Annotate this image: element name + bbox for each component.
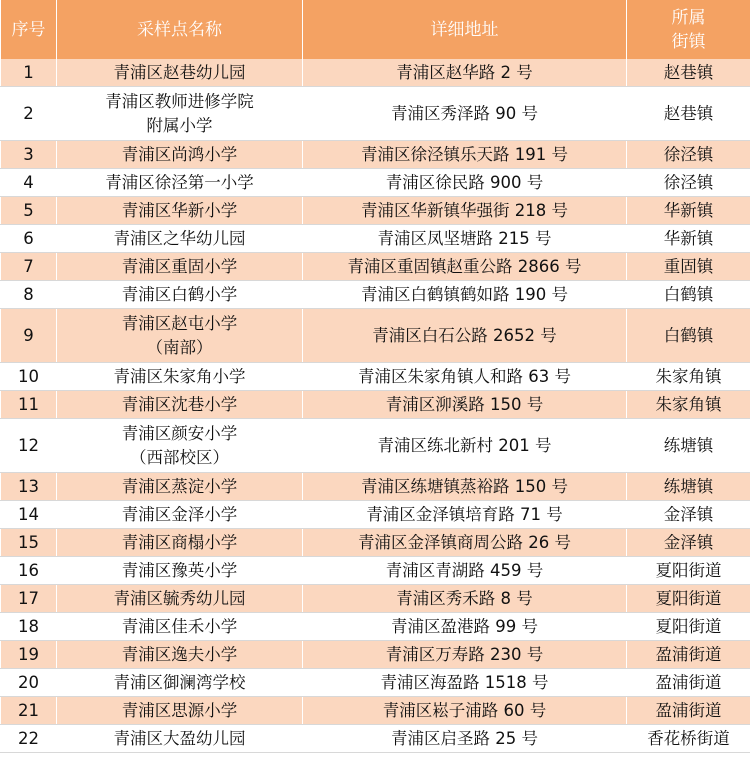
- cell-index: 2: [1, 87, 57, 141]
- cell-town: 盈浦街道: [627, 641, 750, 669]
- cell-index: 21: [1, 697, 57, 725]
- cell-address: 青浦区重固镇赵重公路 2866 号: [303, 253, 627, 281]
- cell-town: 赵巷镇: [627, 59, 750, 87]
- cell-address: 青浦区朱家角镇人和路 63 号: [303, 363, 627, 391]
- cell-site-name: [57, 725, 303, 753]
- site-name-line: 青浦区御澜湾学校: [113, 672, 246, 692]
- cell-town: 金泽镇: [627, 529, 750, 557]
- cell-site-name: [57, 529, 303, 557]
- cell-index: 7: [1, 253, 57, 281]
- table-row: [1, 169, 750, 197]
- cell-address: 青浦区练塘镇蒸裕路 150 号: [303, 473, 627, 501]
- cell-index: 11: [1, 391, 57, 419]
- cell-address: 青浦区练北新村 201 号: [303, 419, 627, 473]
- site-name-line: 青浦区金泽小学: [121, 504, 238, 524]
- header-town-line1: 所属: [671, 7, 706, 28]
- table-row: [1, 419, 750, 473]
- table-row: [1, 557, 750, 585]
- cell-town: 夏阳街道: [627, 585, 750, 613]
- site-name-line: 青浦区蒸淀小学: [121, 476, 238, 496]
- table-row: [1, 363, 750, 391]
- cell-index: 19: [1, 641, 57, 669]
- table-row: [1, 309, 750, 363]
- table-row: [1, 391, 750, 419]
- header-town-line2: 街镇: [671, 31, 706, 52]
- site-name-line: 青浦区教师进修学院: [105, 91, 254, 111]
- cell-town: 徐泾镇: [627, 169, 750, 197]
- table-row: [1, 281, 750, 309]
- header-index: 序号: [1, 0, 57, 59]
- cell-address: 青浦区秀泽路 90 号: [303, 87, 627, 141]
- table-row: [1, 613, 750, 641]
- cell-site-name: [57, 473, 303, 501]
- cell-site-name: [57, 585, 303, 613]
- cell-site-name: [57, 309, 303, 363]
- cell-address: 青浦区盈港路 99 号: [303, 613, 627, 641]
- header-address: 详细地址: [303, 0, 627, 59]
- cell-site-name: [57, 613, 303, 641]
- table-body: [1, 59, 750, 753]
- table-row: [1, 669, 750, 697]
- table-row: [1, 529, 750, 557]
- site-name-line: 青浦区沈巷小学: [121, 394, 238, 414]
- cell-index: 12: [1, 419, 57, 473]
- cell-index: 1: [1, 59, 57, 87]
- table-row: [1, 501, 750, 529]
- site-name-line: 青浦区豫英小学: [121, 560, 238, 580]
- table-row: [1, 225, 750, 253]
- table-row: [1, 473, 750, 501]
- cell-index: 16: [1, 557, 57, 585]
- site-name-line: 青浦区赵巷幼儿园: [113, 62, 246, 82]
- site-name-line: 青浦区大盈幼儿园: [113, 728, 246, 748]
- cell-town: 盈浦街道: [627, 697, 750, 725]
- cell-town: 朱家角镇: [627, 391, 750, 419]
- cell-index: 9: [1, 309, 57, 363]
- cell-address: 青浦区万寿路 230 号: [303, 641, 627, 669]
- site-name-line: 青浦区毓秀幼儿园: [113, 588, 246, 608]
- cell-town: 夏阳街道: [627, 557, 750, 585]
- table-row: [1, 253, 750, 281]
- cell-index: 6: [1, 225, 57, 253]
- cell-site-name: [57, 419, 303, 473]
- cell-index: 3: [1, 141, 57, 169]
- cell-index: 17: [1, 585, 57, 613]
- table-row: [1, 197, 750, 225]
- table-row: [1, 87, 750, 141]
- cell-site-name: [57, 87, 303, 141]
- cell-town: 练塘镇: [627, 419, 750, 473]
- site-name-line: 青浦区颜安小学: [121, 423, 238, 443]
- table-row: [1, 141, 750, 169]
- cell-town: 重固镇: [627, 253, 750, 281]
- cell-site-name: [57, 363, 303, 391]
- cell-index: 4: [1, 169, 57, 197]
- cell-town: 白鹤镇: [627, 309, 750, 363]
- cell-site-name: [57, 391, 303, 419]
- cell-town: 华新镇: [627, 197, 750, 225]
- cell-address: 青浦区白石公路 2652 号: [303, 309, 627, 363]
- site-name-line: 青浦区尚鸿小学: [121, 144, 238, 164]
- cell-site-name: [57, 697, 303, 725]
- cell-town: 练塘镇: [627, 473, 750, 501]
- cell-index: 15: [1, 529, 57, 557]
- site-name-line: 青浦区商榻小学: [121, 532, 238, 552]
- cell-address: 青浦区泖溪路 150 号: [303, 391, 627, 419]
- cell-site-name: [57, 59, 303, 87]
- site-name-line: （南部）: [146, 337, 213, 357]
- site-name-line: 青浦区白鹤小学: [121, 284, 238, 304]
- cell-address: 青浦区青湖路 459 号: [303, 557, 627, 585]
- cell-address: 青浦区华新镇华强街 218 号: [303, 197, 627, 225]
- cell-site-name: [57, 641, 303, 669]
- site-name-line: 青浦区逸夫小学: [121, 644, 238, 664]
- cell-index: 14: [1, 501, 57, 529]
- site-name-line: 青浦区之华幼儿园: [113, 228, 246, 248]
- table-row: [1, 59, 750, 87]
- site-name-line: 青浦区重固小学: [121, 256, 238, 276]
- header-site-name: 采样点名称: [57, 0, 303, 59]
- cell-index: 5: [1, 197, 57, 225]
- cell-index: 18: [1, 613, 57, 641]
- cell-address: 青浦区崧子浦路 60 号: [303, 697, 627, 725]
- cell-town: 徐泾镇: [627, 141, 750, 169]
- cell-site-name: [57, 557, 303, 585]
- site-name-line: 附属小学: [146, 115, 213, 135]
- cell-town: 金泽镇: [627, 501, 750, 529]
- cell-index: 8: [1, 281, 57, 309]
- cell-address: 青浦区海盈路 1518 号: [303, 669, 627, 697]
- cell-index: 13: [1, 473, 57, 501]
- table-row: [1, 697, 750, 725]
- header-town: [627, 0, 750, 59]
- cell-town: 朱家角镇: [627, 363, 750, 391]
- site-name-line: 青浦区思源小学: [121, 700, 238, 720]
- site-name-line: （西部校区）: [130, 447, 229, 467]
- cell-address: 青浦区徐泾镇乐天路 191 号: [303, 141, 627, 169]
- cell-address: 青浦区金泽镇培育路 71 号: [303, 501, 627, 529]
- cell-site-name: [57, 669, 303, 697]
- cell-site-name: [57, 225, 303, 253]
- cell-address: 青浦区启圣路 25 号: [303, 725, 627, 753]
- cell-address: 青浦区白鹤镇鹤如路 190 号: [303, 281, 627, 309]
- cell-site-name: [57, 501, 303, 529]
- cell-address: 青浦区凤坚塘路 215 号: [303, 225, 627, 253]
- cell-town: 盈浦街道: [627, 669, 750, 697]
- cell-town: 赵巷镇: [627, 87, 750, 141]
- table-row: [1, 725, 750, 753]
- cell-site-name: [57, 141, 303, 169]
- table-header-row: [1, 0, 750, 59]
- table-row: [1, 641, 750, 669]
- cell-town: 香花桥街道: [627, 725, 750, 753]
- cell-address: 青浦区赵华路 2 号: [303, 59, 627, 87]
- site-name-line: 青浦区华新小学: [121, 200, 238, 220]
- cell-town: 夏阳街道: [627, 613, 750, 641]
- cell-town: 白鹤镇: [627, 281, 750, 309]
- cell-address: 青浦区秀禾路 8 号: [303, 585, 627, 613]
- site-name-line: 青浦区徐泾第一小学: [105, 172, 254, 192]
- site-name-line: 青浦区佳禾小学: [121, 616, 238, 636]
- site-name-line: 青浦区赵屯小学: [121, 313, 238, 333]
- cell-index: 10: [1, 363, 57, 391]
- site-name-line: 青浦区朱家角小学: [113, 366, 246, 386]
- cell-site-name: [57, 169, 303, 197]
- table-row: [1, 585, 750, 613]
- cell-address: 青浦区徐民路 900 号: [303, 169, 627, 197]
- cell-site-name: [57, 253, 303, 281]
- cell-index: 20: [1, 669, 57, 697]
- cell-site-name: [57, 197, 303, 225]
- cell-address: 青浦区金泽镇商周公路 26 号: [303, 529, 627, 557]
- cell-index: 22: [1, 725, 57, 753]
- cell-site-name: [57, 281, 303, 309]
- cell-town: 华新镇: [627, 225, 750, 253]
